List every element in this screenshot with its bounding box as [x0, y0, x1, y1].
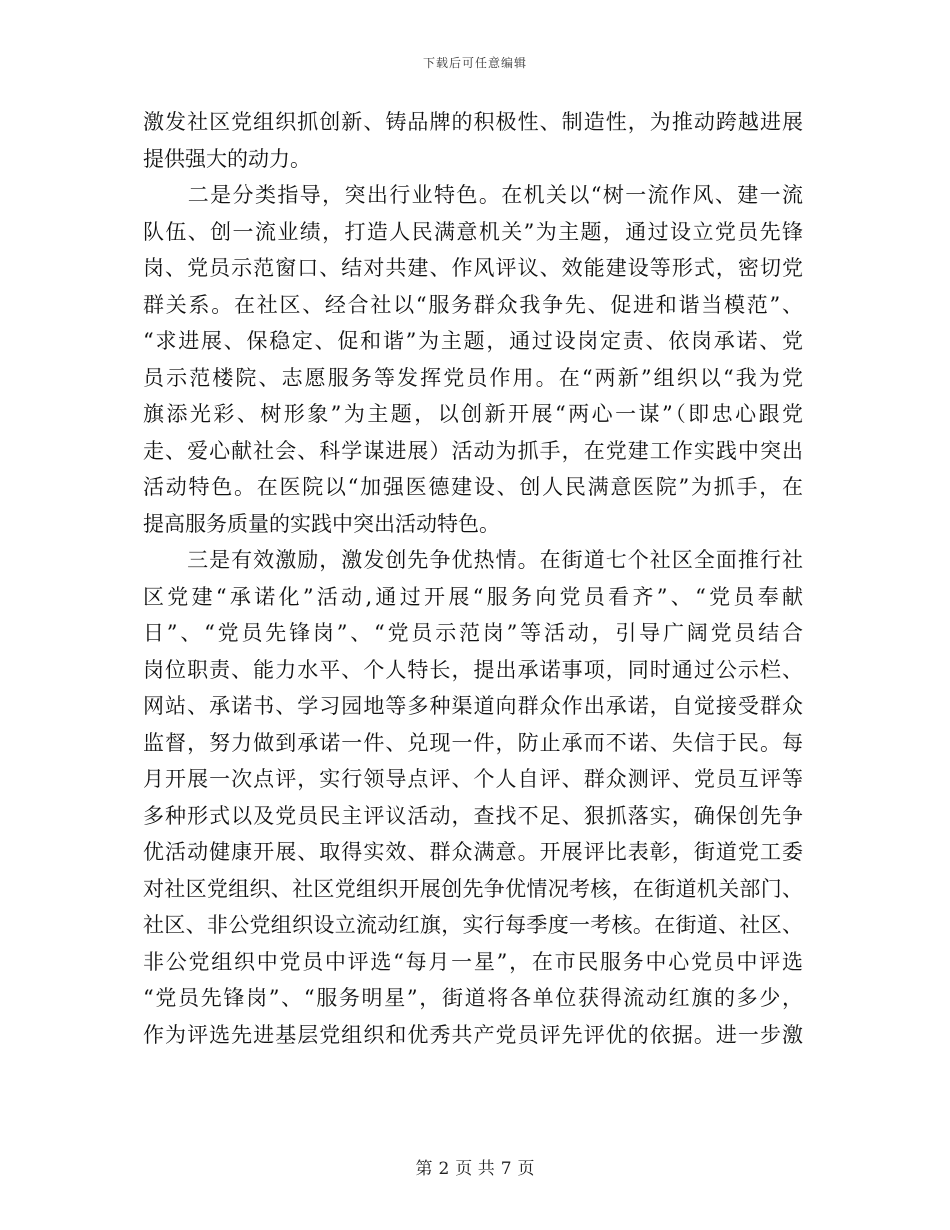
body-line: 活动特色。在医院以“加强医德建设、创人民满意医院”为抓手，在 — [143, 475, 803, 499]
body-line: “求进展、保稳定、促和谐”为主题，通过设岗定责、依岗承诺、党 — [143, 329, 803, 353]
body-line: 岗位职责、能力水平、个人特长，提出承诺事项，同时通过公示栏、 — [143, 657, 803, 682]
page-total-number: 7 — [500, 1159, 512, 1179]
body-line: 社区、非公党组织设立流动红旗，实行每季度一考核。在街道、社区、 — [143, 913, 803, 937]
body-line: 多种形式以及党员民主评议活动，查找不足、狠抓落实，确保创先争 — [143, 803, 803, 828]
body-line: 非公党组织中党员中评选“每月一星”，在市民服务中心党员中评选 — [143, 949, 803, 974]
footer-label-prefix: 第 — [415, 1159, 433, 1179]
body-line: “党员先锋岗”、“服务明星”，街道将各单位获得流动红旗的多少， — [143, 986, 803, 1010]
body-line: 员示范楼院、志愿服务等发挥党员作用。在“两新”组织以“我为党 — [143, 365, 803, 390]
body-line: 岗、党员示范窗口、结对共建、作风评议、效能建设等形式，密切党 — [143, 256, 803, 280]
body-line: 旗添光彩、树形象”为主题，以创新开展“两心一谋”（即忠心跟党 — [143, 402, 803, 426]
body-line: 作为评选先进基层党组织和优秀共产党员评先评优的依据。进一步激 — [143, 1022, 803, 1047]
document-body — [143, 104, 803, 1053]
body-line: 群关系。在社区、经合社以“服务群众我争先、促进和谐当模范”、 — [143, 292, 803, 317]
page-header: 下载后可任意编辑 — [422, 56, 527, 70]
body-line: 网站、承诺书、学习园地等多种渠道向群众作出承诺，自觉接受群众 — [143, 694, 803, 718]
page-current-number: 2 — [438, 1159, 450, 1179]
body-line: 月开展一次点评，实行领导点评、个人自评、群众测评、党员互评等 — [143, 767, 803, 791]
body-line: 提高服务质量的实践中突出活动特色。 — [143, 511, 500, 536]
footer-label-suffix: 页 — [517, 1159, 535, 1179]
body-line: 二是分类指导，突出行业特色。在机关以“树一流作风、建一流 — [143, 183, 803, 207]
footer-label-mid: 页 共 — [455, 1159, 495, 1179]
body-line: 监督，努力做到承诺一件、兑现一件，防止承而不诺、失信于民。每 — [143, 730, 803, 755]
body-line: 三是有效激励，激发创先争优热情。在街道七个社区全面推行社 — [143, 548, 803, 572]
body-line: 提供强大的动力。 — [143, 146, 311, 171]
body-line: 队伍、创一流业绩，打造人民满意机关”为主题，通过设立党员先锋 — [143, 219, 803, 244]
body-line: 优活动健康开展、取得实效、群众满意。开展评比表彰，街道党工委 — [143, 840, 803, 864]
page-footer — [0, 1154, 950, 1179]
body-line: 激发社区党组织抓创新、铸品牌的积极性、制造性，为推动跨越进展 — [143, 110, 803, 134]
body-line: 日”、“党员先锋岗”、“党员示范岗”等活动，引导广阔党员结合 — [143, 621, 803, 645]
body-line: 对社区党组织、社区党组织开展创先争优情况考核，在街道机关部门、 — [143, 876, 803, 901]
body-line: 区党建“承诺化”活动,通过开展“服务向党员看齐”、“党员奉献 — [143, 584, 803, 609]
body-line: 走、爱心献社会、科学谋进展）活动为抓手，在党建工作实践中突出 — [143, 438, 803, 463]
